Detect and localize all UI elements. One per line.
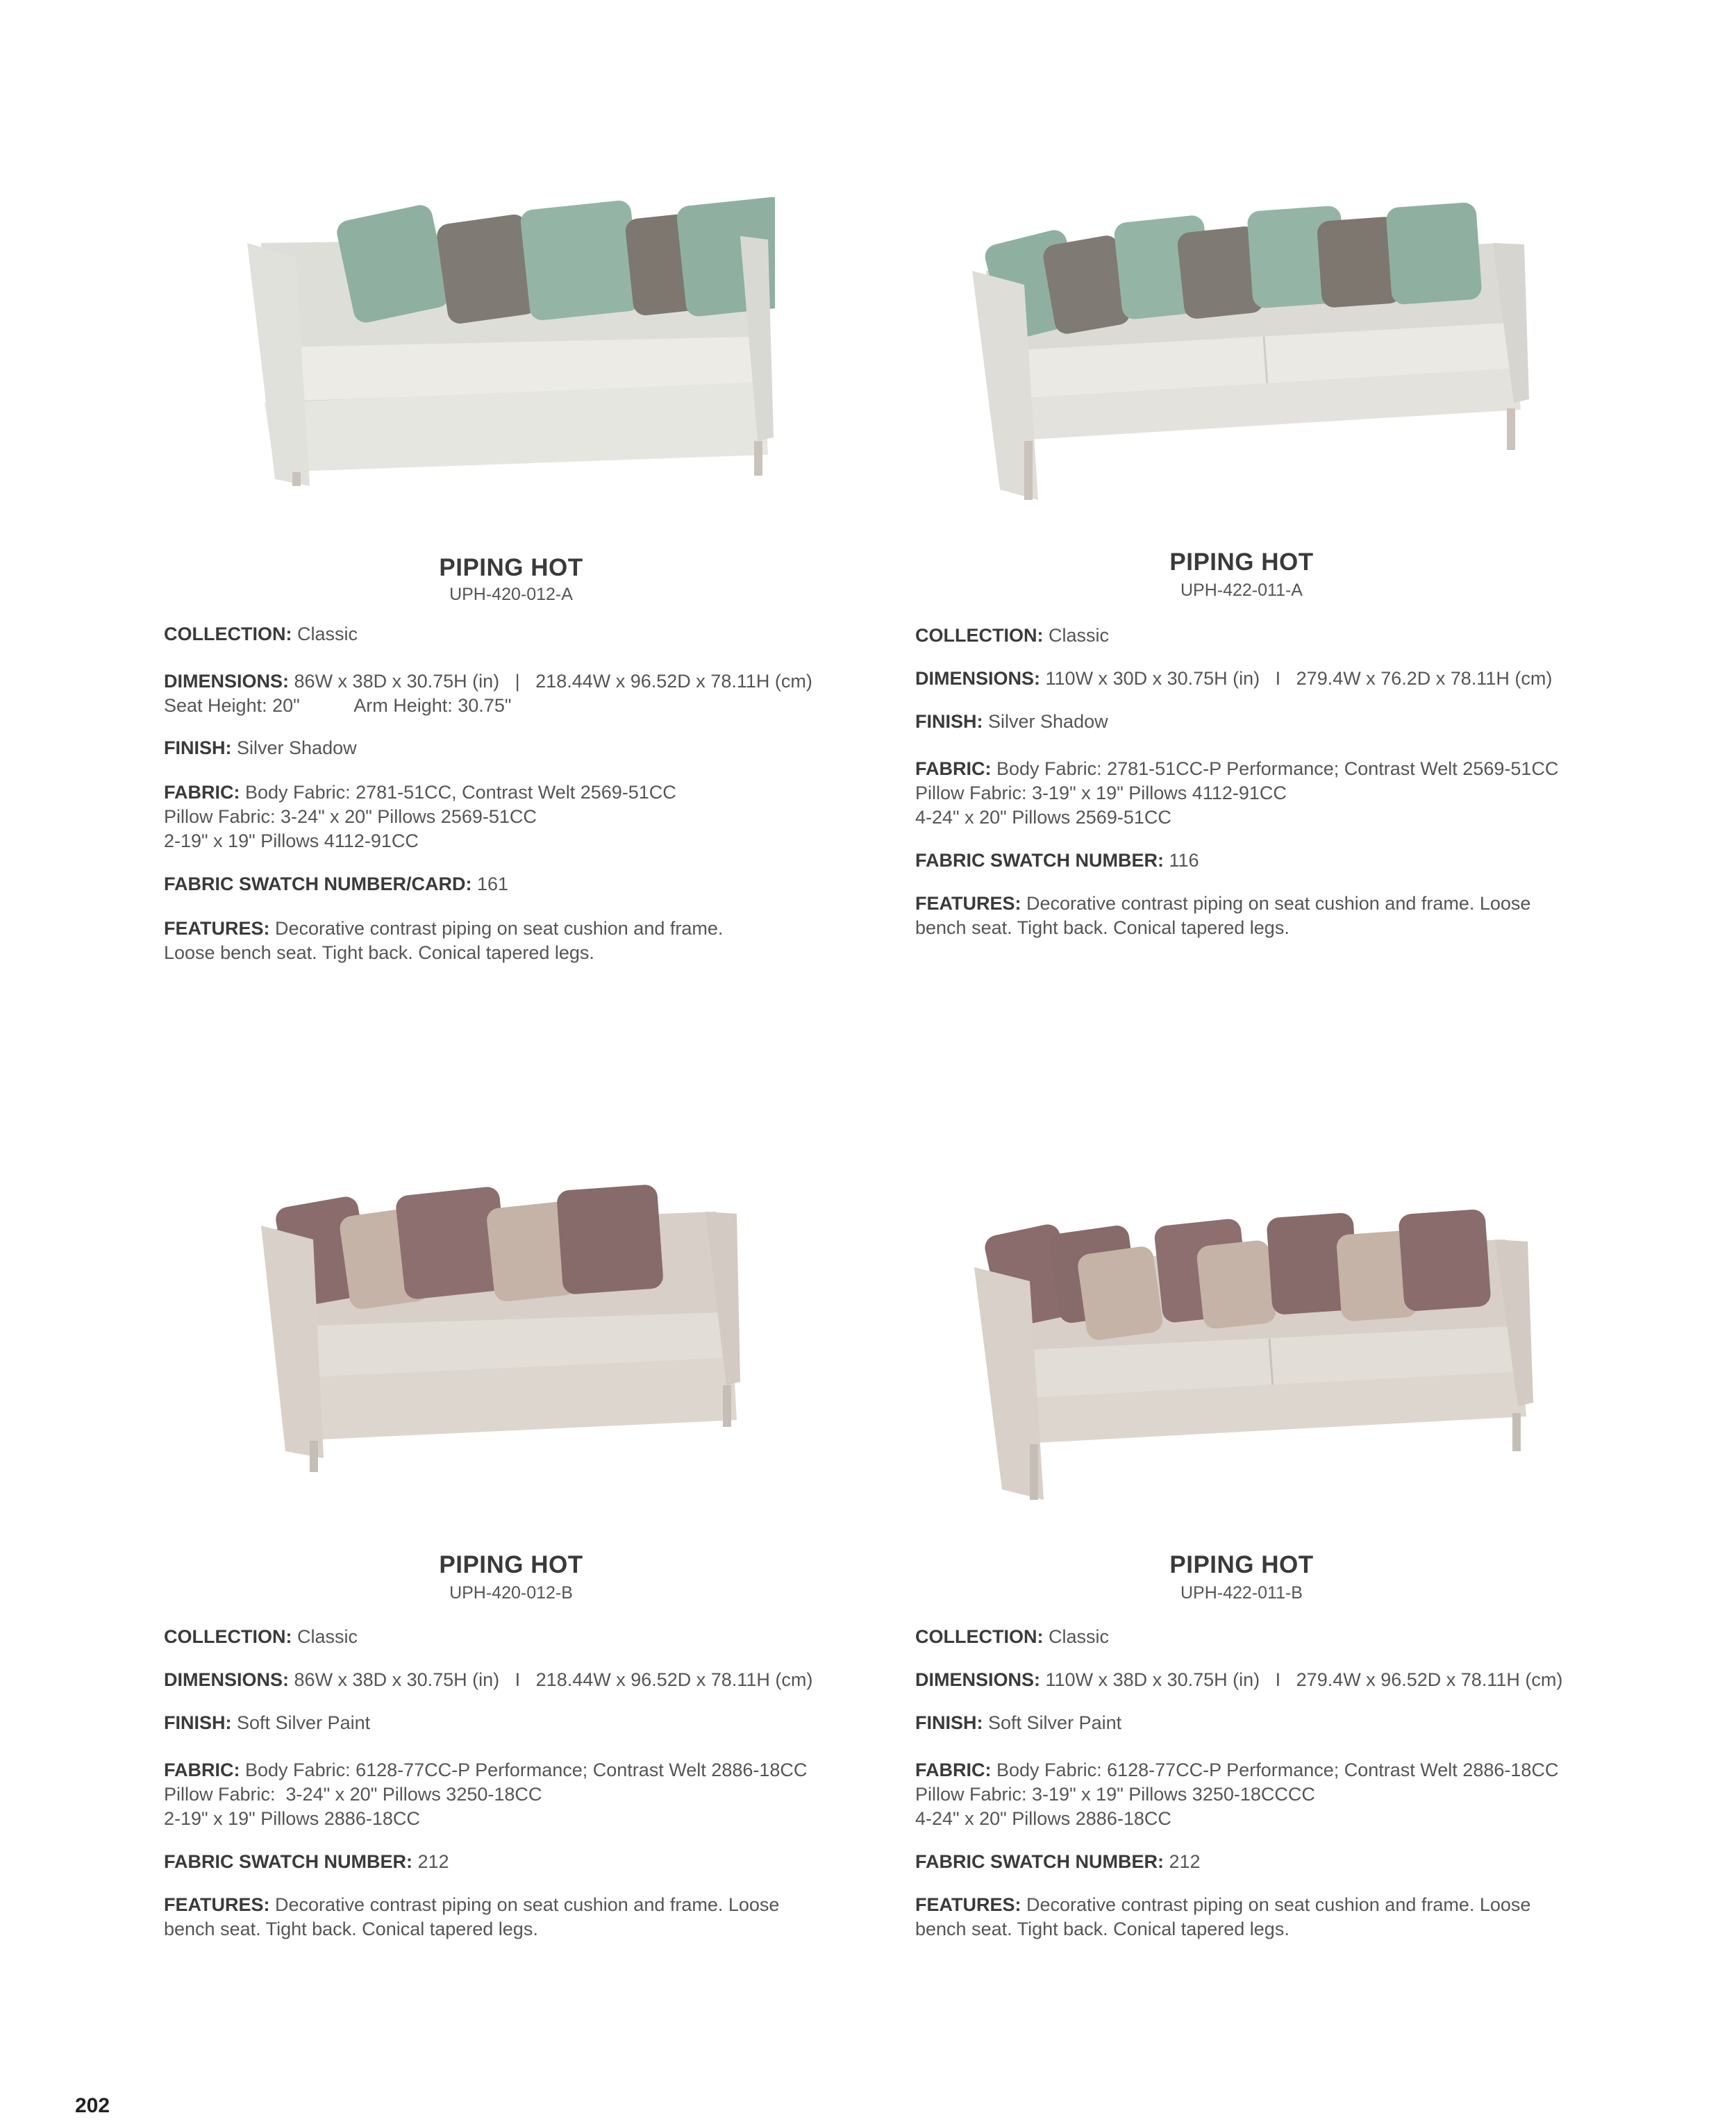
collection-label: COLLECTION: bbox=[915, 1626, 1044, 1647]
finish-line bbox=[164, 1711, 900, 1735]
features-label: FEATURES: bbox=[915, 893, 1021, 914]
seat-height: Seat Height: 20" bbox=[164, 695, 300, 716]
product-title: PIPING HOT bbox=[439, 554, 583, 581]
dimensions-value: 110W x 38D x 30.75H (in) I 279.4W x 96.52D x 78.11H (cm) bbox=[1045, 1669, 1563, 1690]
fabric-line-2: Pillow Fabric: 3-24" x 20" Pillows 3250-18CC bbox=[164, 1784, 542, 1805]
dimensions-label: DIMENSIONS: bbox=[915, 1669, 1041, 1690]
swatch-value: 212 bbox=[1169, 1851, 1201, 1872]
collection-line bbox=[164, 622, 900, 646]
fabric-label: FABRIC: bbox=[915, 758, 992, 779]
sofa-photo bbox=[964, 1201, 1540, 1507]
features-line-1: Decorative contrast piping on seat cushion and frame. Loose bbox=[275, 1894, 780, 1915]
collection-label: COLLECTION: bbox=[164, 1626, 292, 1647]
dimensions-line bbox=[915, 667, 1651, 691]
features-line-1: Decorative contrast piping on seat cushion and frame. Loose bbox=[1026, 1894, 1531, 1915]
product-card-uph-422-011-b bbox=[915, 1000, 1644, 1986]
fabric-line-3: 4-24" x 20" Pillows 2569-51CC bbox=[915, 807, 1171, 828]
fabric-line-1: Body Fabric: 6128-77CC-P Performance; Contrast Welt 2886-18CC bbox=[996, 1760, 1559, 1780]
features-block bbox=[164, 1893, 900, 1941]
fabric-block bbox=[915, 757, 1651, 830]
fabric-line-1: Body Fabric: 2781-51CC, Contrast Welt 2569-51CC bbox=[245, 782, 676, 803]
features-label: FEATURES: bbox=[164, 1894, 270, 1915]
fabric-line-2: Pillow Fabric: 3-24" x 20" Pillows 2569-51CC bbox=[164, 806, 537, 827]
swatch-label: FABRIC SWATCH NUMBER: bbox=[915, 850, 1164, 871]
product-card-uph-420-012-b bbox=[164, 1000, 893, 1986]
arm-height: Arm Height: 30.75" bbox=[353, 695, 512, 716]
fabric-line-2: Pillow Fabric: 3-19" x 19" Pillows 3250-18CCCC bbox=[915, 1784, 1315, 1805]
dimensions-block bbox=[164, 669, 900, 718]
features-label: FEATURES: bbox=[164, 918, 270, 939]
product-card-uph-420-012-a bbox=[164, 0, 893, 986]
finish-label: FINISH: bbox=[164, 737, 232, 758]
swatch-value: 116 bbox=[1169, 850, 1199, 871]
finish-value: Silver Shadow bbox=[988, 711, 1108, 732]
features-line-2: bench seat. Tight back. Conical tapered legs. bbox=[164, 1919, 538, 1939]
swatch-line bbox=[915, 1850, 1651, 1874]
finish-value: Soft Silver Paint bbox=[988, 1712, 1122, 1733]
fabric-line-3: 2-19" x 19" Pillows 2886-18CC bbox=[164, 1808, 420, 1829]
features-line-2: bench seat. Tight back. Conical tapered legs. bbox=[915, 1919, 1290, 1939]
features-line-2: Loose bench seat. Tight back. Conical tapered legs. bbox=[164, 942, 594, 963]
finish-label: FINISH: bbox=[164, 1712, 232, 1733]
swatch-line bbox=[164, 1850, 900, 1874]
features-block bbox=[915, 892, 1651, 940]
finish-value: Soft Silver Paint bbox=[237, 1712, 371, 1733]
dimensions-value: 110W x 30D x 30.75H (in) I 279.4W x 76.2D x 78.11H (cm) bbox=[1045, 668, 1553, 689]
finish-label: FINISH: bbox=[915, 1712, 983, 1733]
collection-value: Classic bbox=[297, 1626, 358, 1647]
sofa-photo bbox=[254, 1173, 740, 1472]
fabric-line-2: Pillow Fabric: 3-19" x 19" Pillows 4112-91CC bbox=[915, 783, 1287, 803]
swatch-label: FABRIC SWATCH NUMBER/CARD: bbox=[164, 874, 472, 894]
collection-line bbox=[915, 624, 1651, 648]
finish-label: FINISH: bbox=[915, 711, 983, 732]
features-block bbox=[164, 917, 900, 965]
features-block bbox=[915, 1893, 1651, 1941]
finish-value: Silver Shadow bbox=[237, 737, 357, 758]
fabric-label: FABRIC: bbox=[164, 782, 240, 803]
finish-line bbox=[164, 736, 900, 760]
dimensions-line bbox=[915, 1668, 1651, 1692]
fabric-line-1: Body Fabric: 2781-51CC-P Performance; Contrast Welt 2569-51CC bbox=[996, 758, 1559, 779]
fabric-label: FABRIC: bbox=[164, 1760, 240, 1780]
sofa-photo bbox=[233, 194, 775, 486]
dimensions-line bbox=[164, 1668, 900, 1692]
product-code: UPH-420-012-A bbox=[449, 585, 573, 604]
dimensions-label: DIMENSIONS: bbox=[164, 671, 290, 692]
product-card-uph-422-011-a bbox=[915, 0, 1644, 986]
collection-value: Classic bbox=[1049, 625, 1110, 646]
collection-line bbox=[915, 1625, 1651, 1649]
fabric-label: FABRIC: bbox=[915, 1760, 992, 1780]
product-title: PIPING HOT bbox=[1169, 1551, 1314, 1578]
swatch-value: 161 bbox=[477, 874, 509, 894]
dimensions-value: 86W x 38D x 30.75H (in) I 218.44W x 96.52D x 78.11H (cm) bbox=[294, 1669, 813, 1690]
collection-value: Classic bbox=[297, 624, 358, 644]
features-label: FEATURES: bbox=[915, 1894, 1021, 1915]
swatch-label: FABRIC SWATCH NUMBER: bbox=[164, 1851, 412, 1872]
swatch-label: FABRIC SWATCH NUMBER: bbox=[915, 1851, 1164, 1872]
swatch-line bbox=[164, 872, 900, 896]
dimensions-label: DIMENSIONS: bbox=[915, 668, 1041, 689]
page-number: 202 bbox=[75, 2094, 110, 2117]
swatch-value: 212 bbox=[417, 1851, 449, 1872]
finish-line bbox=[915, 710, 1651, 734]
fabric-line-1: Body Fabric: 6128-77CC-P Performance; Contrast Welt 2886-18CC bbox=[245, 1760, 808, 1780]
features-line-1: Decorative contrast piping on seat cushion and frame. Loose bbox=[1026, 893, 1531, 914]
features-line-1: Decorative contrast piping on seat cushion and frame. bbox=[275, 918, 724, 939]
product-title: PIPING HOT bbox=[1169, 549, 1314, 576]
fabric-line-3: 4-24" x 20" Pillows 2886-18CC bbox=[915, 1808, 1171, 1829]
product-code: UPH-422-011-B bbox=[1180, 1583, 1303, 1603]
product-code: UPH-422-011-A bbox=[1180, 580, 1303, 600]
product-title: PIPING HOT bbox=[439, 1551, 583, 1578]
sofa-photo bbox=[958, 201, 1535, 507]
fabric-block bbox=[164, 780, 900, 853]
features-line-2: bench seat. Tight back. Conical tapered legs. bbox=[915, 917, 1290, 938]
product-code: UPH-420-012-B bbox=[449, 1583, 573, 1603]
fabric-line-3: 2-19" x 19" Pillows 4112-91CC bbox=[164, 830, 419, 851]
dimensions-value: 86W x 38D x 30.75H (in) | 218.44W x 96.52D x 78.11H (cm) bbox=[294, 671, 812, 692]
fabric-block bbox=[915, 1758, 1651, 1831]
collection-label: COLLECTION: bbox=[164, 624, 292, 644]
dimensions-label: DIMENSIONS: bbox=[164, 1669, 290, 1690]
collection-label: COLLECTION: bbox=[915, 625, 1044, 646]
collection-value: Classic bbox=[1049, 1626, 1110, 1647]
swatch-line bbox=[915, 849, 1651, 873]
collection-line bbox=[164, 1625, 900, 1649]
finish-line bbox=[915, 1711, 1651, 1735]
fabric-block bbox=[164, 1758, 900, 1831]
